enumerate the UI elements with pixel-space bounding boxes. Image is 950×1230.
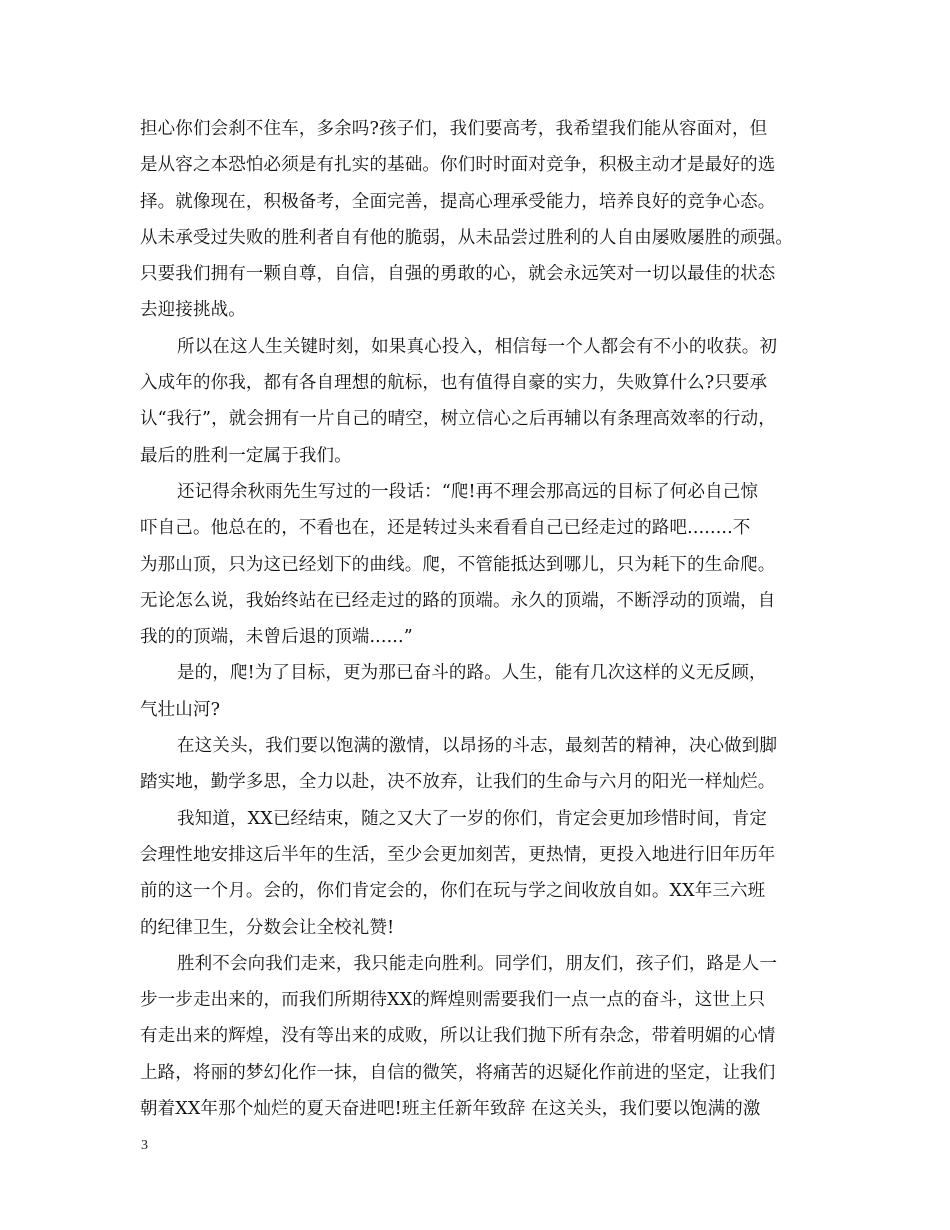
text-line: 是从容之本恐怕必须是有扎实的基础。你们时时面对竞争，积极主动才是最好的选 xyxy=(140,155,776,176)
text-line: 为那山顶，只为这已经划下的曲线。爬，不管能抵达到哪儿，只为耗下的生命爬。 xyxy=(140,554,776,575)
paragraph-first-line: 我知道，XX已经结束，随之又大了一岁的你们，肯定会更加珍惜时间，肯定 xyxy=(177,808,768,829)
text-line: 吓自己。他总在的，不看也在，还是转过头来看看自己已经走过的路吧........不 xyxy=(140,518,751,539)
text-line: 认“我行”，就会拥有一片自己的晴空，树立信心之后再辅以有条理高效率的行动， xyxy=(140,409,776,430)
text-line: 只要我们拥有一颗自尊，自信，自强的勇敢的心，就会永远笑对一切以最佳的状态 xyxy=(140,264,776,285)
paragraph-first-line: 所以在这人生关键时刻，如果真心投入，相信每一个人都会有不小的收获。初 xyxy=(177,336,778,357)
paragraph-first-line: 胜利不会向我们走来，我只能走向胜利。同学们，朋友们，孩子们，路是人一 xyxy=(177,953,778,974)
paragraph-first-line: 在这关头，我们要以饱满的激情，以昂扬的斗志，最刻苦的精神，决心做到脚 xyxy=(177,736,778,757)
paragraph-first-line: 是的，爬!为了目标，更为那已奋斗的路。人生，能有几次这样的义无反顾， xyxy=(177,663,767,684)
text-line: 我的的顶端，未曾后退的顶端......” xyxy=(140,627,413,648)
text-line: 步一步走出来的，而我们所期待XX的辉煌则需要我们一点一点的奋斗，这世上只 xyxy=(140,990,766,1011)
text-line: 入成年的你我，都有各自理想的航标，也有值得自豪的实力，失败算什么?只要承 xyxy=(140,373,768,394)
page-number: 3 xyxy=(141,1138,148,1153)
text-line: 最后的胜利一定属于我们。 xyxy=(140,445,352,466)
text-line: 上路，将丽的梦幻化作一抹，自信的微笑，将痛苦的迟疑化作前进的坚定，让我们 xyxy=(140,1062,776,1083)
text-line: 会理性地安排这后半年的生活，至少会更加刻苦，更热情，更投入地进行旧年历年 xyxy=(140,844,776,865)
text-line: 踏实地，勤学多思，全力以赴，决不放弃，让我们的生命与六月的阳光一样灿烂。 xyxy=(140,772,776,793)
paragraph-first-line: 还记得余秋雨先生写过的一段话：“爬!再不理会那高远的目标了何必自己惊 xyxy=(177,481,759,502)
text-line: 前的这一个月。会的，你们肯定会的，你们在玩与学之间收放自如。XX年三六班 xyxy=(140,881,766,902)
text-line: 从未承受过失败的胜利者自有他的脆弱，从未品尝过胜利的人自由屡败屡胜的顽强。 xyxy=(140,227,794,248)
text-line: 朝着XX年那个灿烂的夏天奋进吧!班主任新年致辞 在这关头，我们要以饱满的激 xyxy=(140,1099,761,1120)
text-line: 去迎接挑战。 xyxy=(140,300,246,321)
text-line: 有走出来的辉煌，没有等出来的成败，所以让我们抛下所有杂念，带着明媚的心情 xyxy=(140,1026,776,1047)
text-line: 无论怎么说，我始终站在已经走过的路的顶端。永久的顶端，不断浮动的顶端，自 xyxy=(140,590,776,611)
text-line: 择。就像现在，积极备考，全面完善，提高心理承受能力，培养良好的竞争心态。 xyxy=(140,191,776,212)
text-line: 的纪律卫生，分数会让全校礼赞! xyxy=(140,917,395,938)
text-line: 担心你们会刹不住车，多余吗?孩子们，我们要高考，我希望我们能从容面对，但 xyxy=(140,119,768,139)
text-line: 气壮山河? xyxy=(140,699,221,720)
body-text xyxy=(140,111,830,1127)
